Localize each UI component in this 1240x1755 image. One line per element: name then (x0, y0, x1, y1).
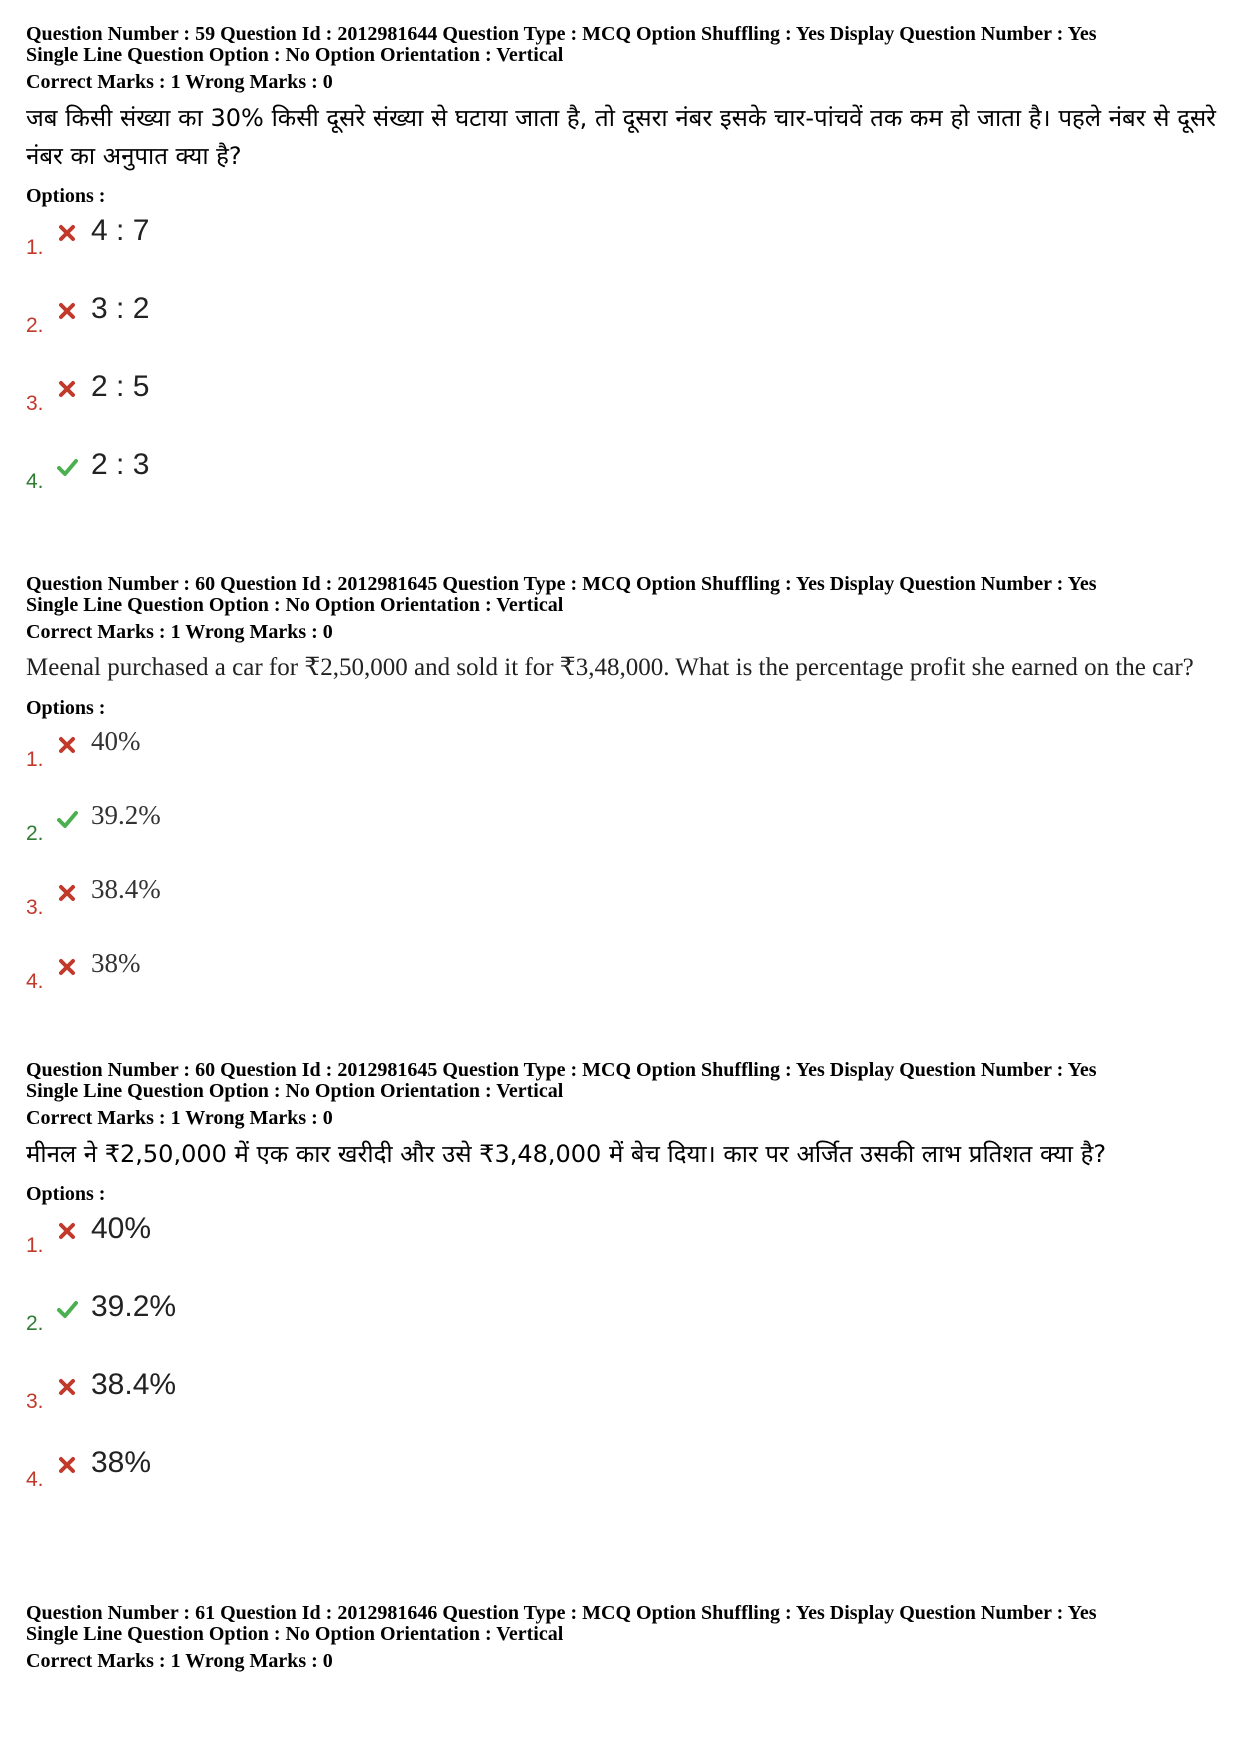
option-item-correct (26, 448, 1226, 526)
question-text: मीनल ने ₹2,50,000 में एक कार खरीदी और उसे ₹3,48,000 में बेच दिया। कार पर अर्जित उसकी लाभ प्रतिशत क्या है? (26, 1140, 1107, 1168)
question-text: जब किसी संख्या का 30% किसी दूसरे संख्या से घटाया जाता है, तो दूसरा नंबर इसके चार-पांचवें तक कम हो जाता है। पहले नंबर से दूसरे नंबर का अनुपात क्या है? (26, 104, 1216, 170)
cross-icon (56, 1454, 78, 1476)
option-number: 4. (26, 970, 44, 993)
option-item (26, 214, 1226, 292)
question-block-59 (26, 24, 1226, 526)
question-block-60-hindi (26, 1060, 1226, 1524)
question-header-options: Single Line Question Option : No Option Orientation : Vertical (26, 594, 564, 616)
option-number: 2. (26, 314, 44, 337)
check-icon (56, 808, 78, 830)
option-item (26, 874, 1226, 948)
options-list (26, 1212, 1226, 1524)
option-text: 39.2% (91, 800, 161, 830)
cross-icon (56, 1220, 78, 1242)
option-number: 2. (26, 1312, 44, 1335)
question-header-options: Single Line Question Option : No Option Orientation : Vertical (26, 44, 564, 66)
option-item-correct (26, 1290, 1226, 1368)
option-number: 1. (26, 748, 44, 771)
question-marks: Correct Marks : 1 Wrong Marks : 0 (26, 1650, 333, 1672)
question-marks: Correct Marks : 1 Wrong Marks : 0 (26, 1107, 333, 1129)
cross-icon (56, 882, 78, 904)
question-header: Question Number : 61 Question Id : 2012981646 Question Type : MCQ Option Shuffling : Yes Display Question Number : Yes (26, 1602, 1097, 1624)
option-item (26, 1368, 1226, 1446)
option-item-correct (26, 800, 1226, 874)
check-icon (56, 1298, 78, 1320)
option-number: 3. (26, 1390, 44, 1413)
options-list (26, 726, 1226, 1022)
question-marks: Correct Marks : 1 Wrong Marks : 0 (26, 621, 333, 643)
option-number: 3. (26, 896, 44, 919)
option-item (26, 948, 1226, 1022)
option-item (26, 370, 1226, 448)
question-header: Question Number : 60 Question Id : 2012981645 Question Type : MCQ Option Shuffling : Yes Display Question Number : Yes (26, 573, 1097, 595)
options-label: Options : (26, 697, 106, 719)
option-text: 2 : 3 (91, 448, 150, 481)
question-header: Question Number : 60 Question Id : 2012981645 Question Type : MCQ Option Shuffling : Yes Display Question Number : Yes (26, 1059, 1097, 1081)
option-number: 2. (26, 822, 44, 845)
option-item (26, 726, 1226, 800)
options-label: Options : (26, 185, 106, 207)
option-number: 4. (26, 1468, 44, 1491)
option-text: 38% (91, 1446, 152, 1479)
option-number: 1. (26, 236, 44, 259)
option-text: 3 : 2 (91, 292, 150, 325)
question-marks: Correct Marks : 1 Wrong Marks : 0 (26, 71, 333, 93)
option-item (26, 1446, 1226, 1524)
option-item (26, 1212, 1226, 1290)
cross-icon (56, 378, 78, 400)
question-header-options: Single Line Question Option : No Option Orientation : Vertical (26, 1080, 564, 1102)
option-number: 4. (26, 470, 44, 493)
question-header: Question Number : 59 Question Id : 2012981644 Question Type : MCQ Option Shuffling : Yes Display Question Number : Yes (26, 23, 1097, 45)
cross-icon (56, 1376, 78, 1398)
question-block-61 (26, 1603, 1226, 1672)
option-text: 40% (91, 726, 141, 756)
question-header-options: Single Line Question Option : No Option Orientation : Vertical (26, 1623, 564, 1645)
cross-icon (56, 222, 78, 244)
cross-icon (56, 734, 78, 756)
option-text: 2 : 5 (91, 370, 150, 403)
question-block-60-english (26, 574, 1226, 1022)
options-label: Options : (26, 1183, 106, 1205)
option-number: 3. (26, 392, 44, 415)
option-item (26, 292, 1226, 370)
cross-icon (56, 956, 78, 978)
cross-icon (56, 300, 78, 322)
option-text: 40% (91, 1212, 152, 1245)
option-text: 4 : 7 (91, 214, 150, 247)
question-text: Meenal purchased a car for ₹2,50,000 and sold it for ₹3,48,000. What is the percentage profit she earned on the car? (26, 654, 1194, 681)
option-text: 38% (91, 948, 141, 978)
options-list (26, 214, 1226, 526)
option-text: 38.4% (91, 874, 161, 904)
check-icon (56, 456, 78, 478)
option-text: 39.2% (91, 1290, 177, 1323)
option-text: 38.4% (91, 1368, 177, 1401)
option-number: 1. (26, 1234, 44, 1257)
